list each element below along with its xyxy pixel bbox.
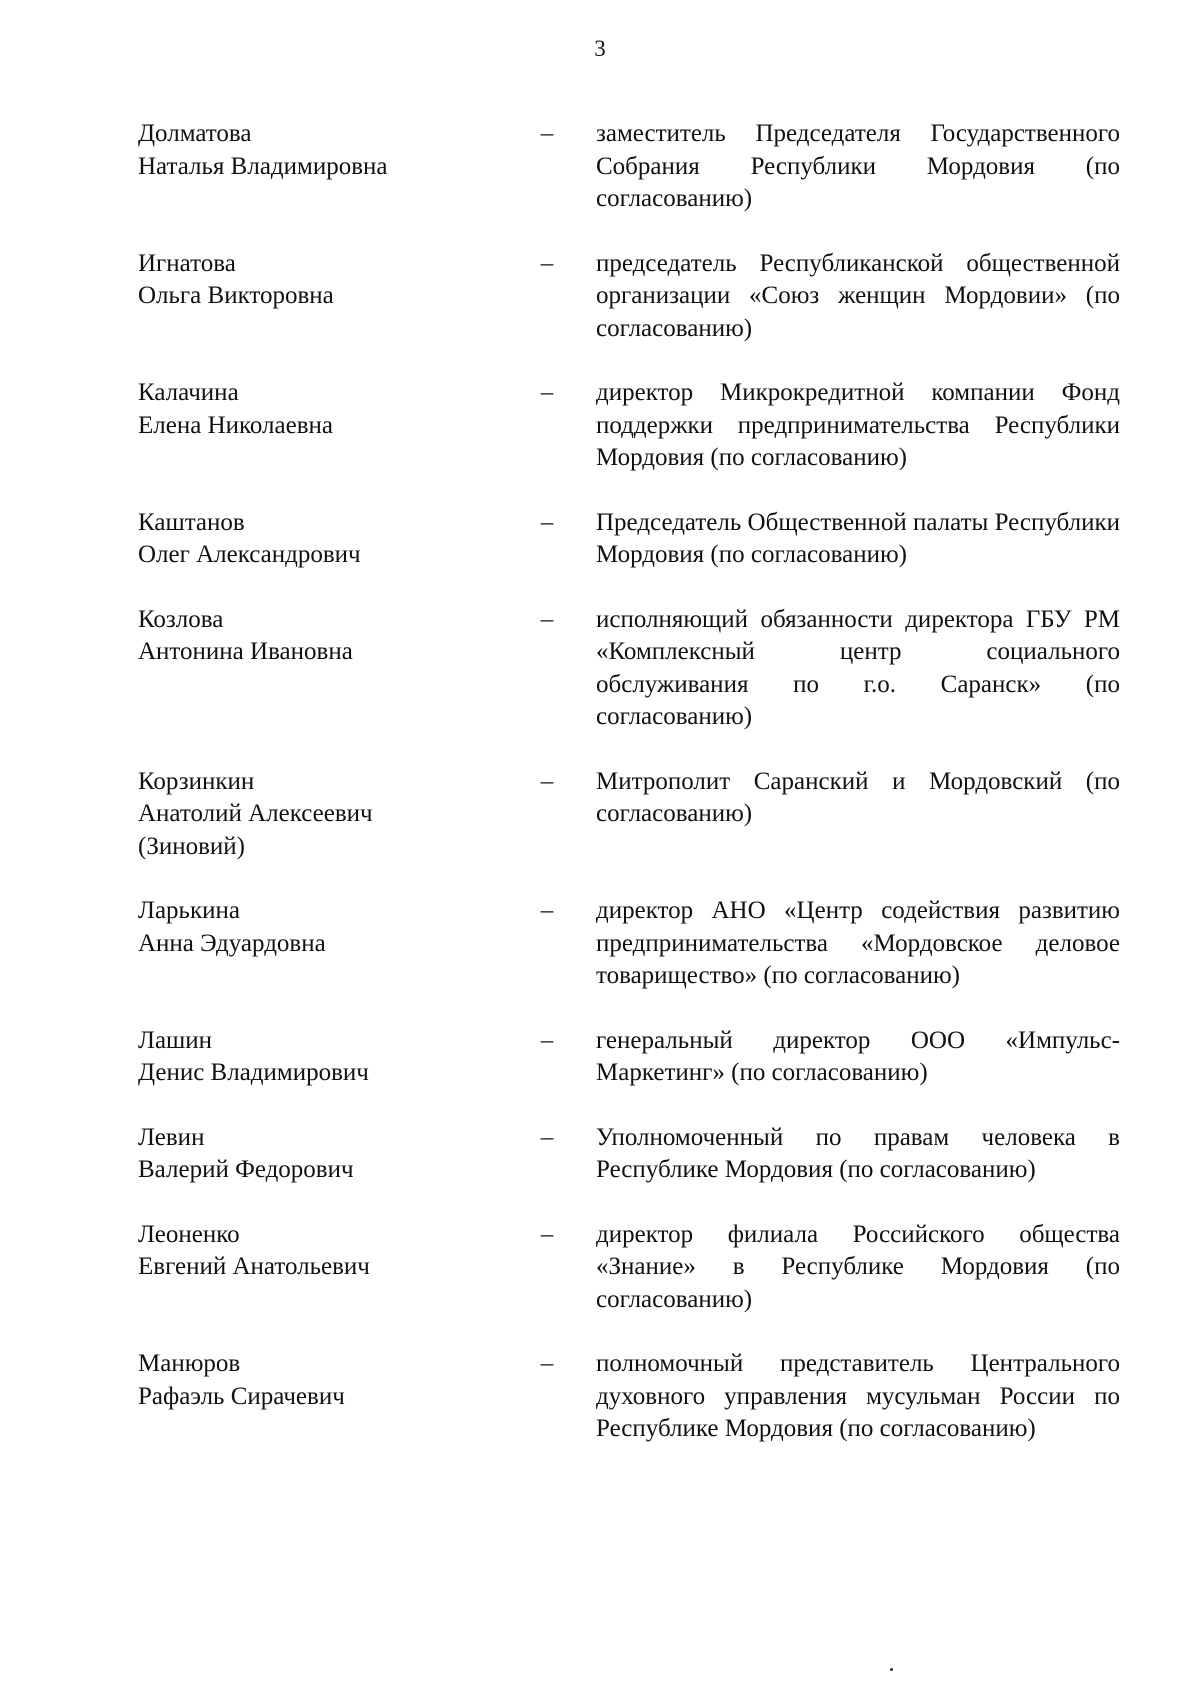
member-name	[138, 895, 518, 960]
member-position: заместитель Председателя Государственного Собрания Республики Мордовия (по согласованию)	[596, 120, 1120, 212]
member-dash: –	[540, 1123, 554, 1151]
member-given-names: Денис Владимирович	[138, 1059, 369, 1086]
member-given-names: Наталья Владимировна	[138, 152, 388, 180]
member-position: председатель Республиканской общественной организации «Союз женщин Мордовии» (по согласованию)	[596, 249, 1120, 342]
member-position: Уполномоченный по правам человека в Республике Мордовия (по согласованию)	[596, 1123, 1120, 1183]
member-name	[138, 118, 518, 183]
member-position: директор АНО «Центр содействия развитию предпринимательства «Мордовское деловое товарищество» (по согласованию)	[596, 897, 1120, 989]
member-given-names: Ольга Викторовна	[138, 282, 334, 309]
member-row	[138, 604, 1120, 734]
member-surname: Долматова	[138, 120, 252, 147]
member-surname: Лашин	[138, 1026, 213, 1054]
member-position: исполняющий обязанности директора ГБУ РМ «Комплексный центр социального обслуживания по г.о. Саранск» (по согласованию)	[596, 605, 1120, 730]
member-surname: Ларькина	[138, 897, 240, 924]
member-surname: Калачина	[138, 379, 239, 406]
member-name	[138, 1122, 518, 1187]
member-dash: –	[540, 120, 554, 147]
member-dash: –	[540, 1026, 554, 1054]
member-surname: Манюров	[138, 1350, 241, 1377]
member-list	[138, 118, 1120, 1478]
member-dash: –	[540, 767, 554, 795]
member-dash: –	[540, 508, 554, 536]
member-surname: Игнатова	[138, 249, 236, 277]
member-row	[138, 895, 1120, 993]
member-surname: Корзинкин	[138, 767, 255, 795]
member-given-names: Елена Николаевна	[138, 411, 333, 439]
member-row	[138, 377, 1120, 475]
member-name	[138, 604, 518, 669]
member-dash: –	[540, 1220, 554, 1248]
member-name	[138, 1348, 518, 1413]
member-position: Митрополит Саранский и Мордовский (по согласованию)	[596, 767, 1120, 827]
member-given-names: Рафаэль Сирачевич	[138, 1382, 345, 1410]
member-given-names: Валерий Федорович	[138, 1156, 354, 1183]
member-name	[138, 1025, 518, 1090]
member-given-names: Анна Эдуардовна	[138, 929, 326, 957]
member-row	[138, 1122, 1120, 1187]
member-surname: Каштанов	[138, 508, 245, 536]
member-given-names: Олег Александрович	[138, 541, 361, 568]
member-position: Председатель Общественной палаты Республики Мордовия (по согласованию)	[596, 508, 1120, 568]
member-row	[138, 766, 1120, 864]
member-row	[138, 1025, 1120, 1090]
member-name	[138, 766, 518, 864]
member-position: генеральный директор ООО «Импульс-Маркетинг» (по согласованию)	[596, 1026, 1120, 1086]
member-position: директор Микрокредитной компании Фонд поддержки предпринимательства Республики Мордовия (по согласованию)	[596, 379, 1120, 471]
page-number: 3	[594, 36, 606, 61]
member-dash: –	[540, 1350, 554, 1377]
member-surname: Козлова	[138, 605, 224, 633]
member-surname: Левин	[138, 1123, 205, 1151]
member-row	[138, 118, 1120, 216]
member-given-names: Анатолий Алексеевич	[138, 800, 373, 827]
member-name	[138, 507, 518, 572]
member-name	[138, 377, 518, 442]
member-row	[138, 248, 1120, 346]
member-row	[138, 507, 1120, 572]
member-dash: –	[540, 897, 554, 924]
member-surname: Леоненко	[138, 1220, 240, 1248]
scan-speck	[890, 1668, 893, 1671]
member-position: директор филиала Российского общества «Знание» в Республике Мордовия (по согласованию)	[596, 1220, 1120, 1313]
member-dash: –	[540, 249, 554, 277]
member-row	[138, 1348, 1120, 1446]
member-row	[138, 1219, 1120, 1317]
member-given-names: Антонина Ивановна	[138, 638, 353, 665]
member-position: полномочный представитель Центрального духовного управления мусульман России по Республике Мордовия (по согласованию)	[596, 1350, 1120, 1442]
member-given-names: Евгений Анатольевич	[138, 1253, 370, 1280]
member-dash: –	[540, 379, 554, 406]
member-dash: –	[540, 605, 554, 633]
member-name	[138, 1219, 518, 1284]
member-religious-name: (Зиновий)	[138, 832, 245, 860]
member-name	[138, 248, 518, 313]
